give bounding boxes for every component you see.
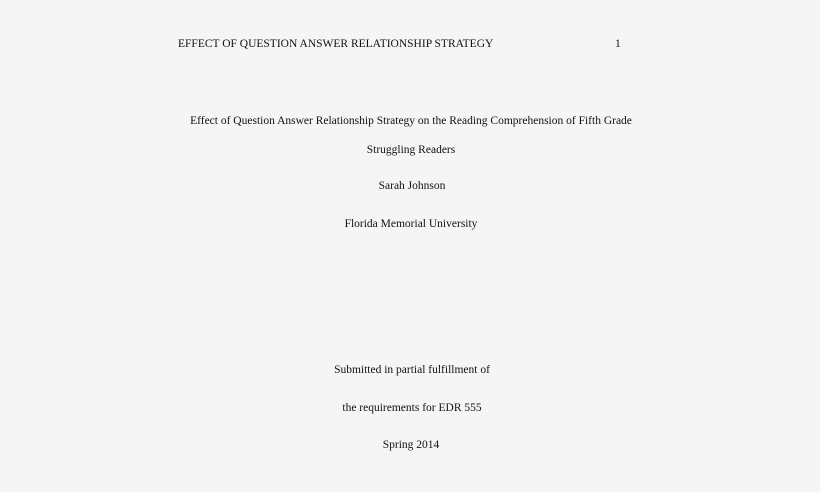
author-name: Sarah Johnson — [378, 180, 446, 192]
title-line-2: Struggling Readers — [366, 144, 456, 156]
submission-statement-line-2: the requirements for EDR 555 — [342, 402, 482, 414]
page-number: 1 — [615, 38, 621, 50]
institution-name: Florida Memorial University — [344, 218, 478, 230]
running-head: EFFECT OF QUESTION ANSWER RELATIONSHIP STRATEGY — [178, 38, 494, 50]
submission-date: Spring 2014 — [382, 439, 440, 451]
submission-statement-line-1: Submitted in partial fulfillment of — [334, 364, 490, 376]
title-line-1: Effect of Question Answer Relationship Strategy on the Reading Comprehension of Fifth Grade — [190, 115, 632, 127]
